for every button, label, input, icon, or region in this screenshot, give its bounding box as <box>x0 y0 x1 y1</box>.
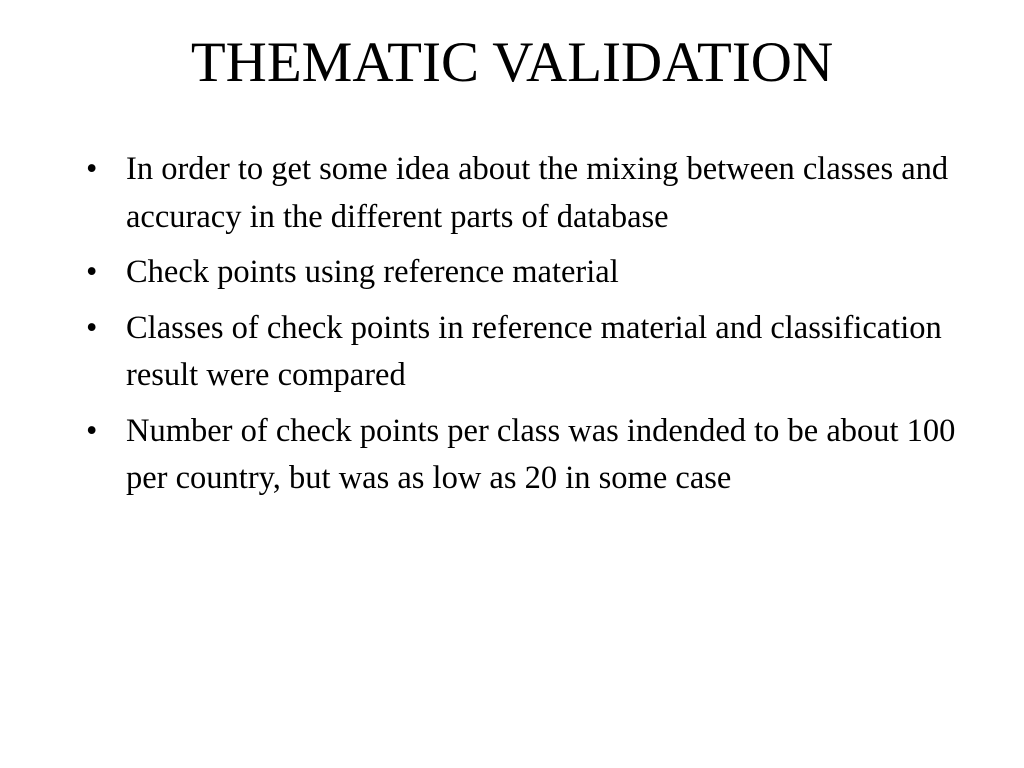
bullet-item <box>86 305 956 400</box>
bullet-icon: • <box>86 254 98 290</box>
bullet-list <box>86 146 956 511</box>
bullet-text: Number of check points per class was indended to be about 100 per country, but was as low as 20 in some case <box>126 412 956 496</box>
bullet-text: Check points using reference material <box>126 254 619 290</box>
bullet-icon: • <box>86 412 98 449</box>
bullet-icon: • <box>86 151 98 187</box>
bullet-text: Classes of check points in reference material and classification result were compared <box>126 309 942 393</box>
bullet-text: In order to get some idea about the mixing between classes and accuracy in the different parts of database <box>126 151 949 235</box>
bullet-icon: • <box>86 309 98 346</box>
bullet-item <box>86 146 956 241</box>
slide-title: THEMATIC VALIDATION <box>190 31 834 94</box>
bullet-item <box>86 249 956 297</box>
bullet-item <box>86 408 956 503</box>
